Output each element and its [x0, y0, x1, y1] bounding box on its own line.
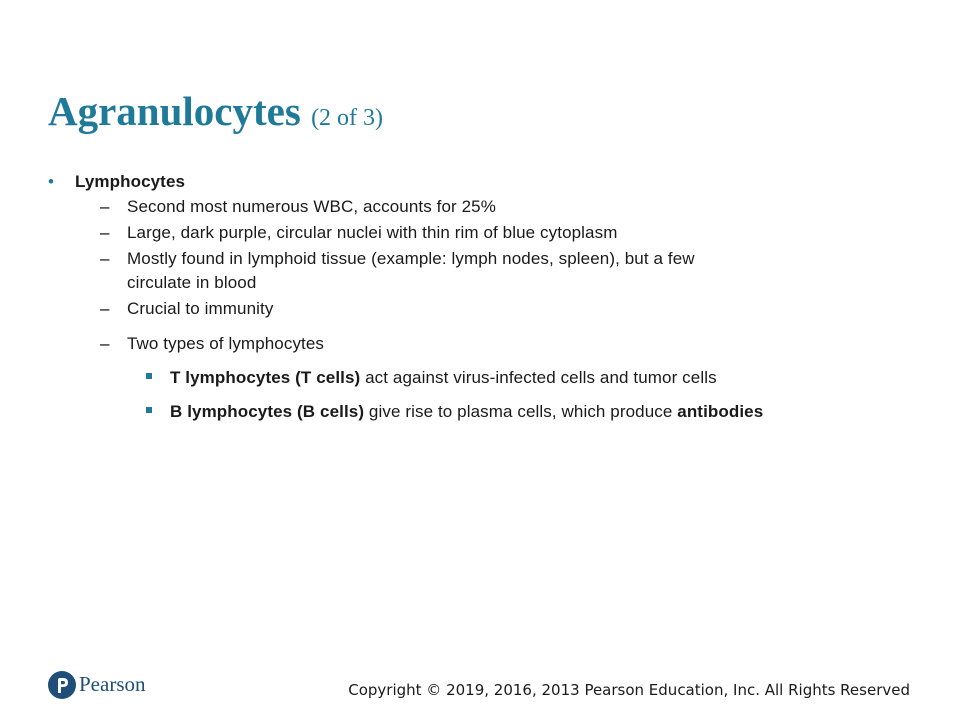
type-description: act against virus-infected cells and tumor cells	[360, 368, 717, 387]
type-item-b-cells	[170, 401, 763, 423]
heading-lymphocytes: Lymphocytes	[75, 172, 186, 191]
type-name: T lymphocytes (T cells)	[170, 368, 361, 387]
type-keyword: antibodies	[677, 402, 764, 421]
list-item: Crucial to immunity	[127, 299, 274, 318]
pearson-logo-icon	[48, 671, 76, 699]
list-item-continuation: circulate in blood	[127, 273, 257, 292]
dash-icon: –	[100, 299, 110, 318]
dash-icon: –	[100, 197, 110, 216]
slide-title	[48, 86, 383, 143]
list-item: Two types of lymphocytes	[127, 334, 325, 353]
dash-icon: –	[100, 249, 110, 268]
type-item-t-cells	[170, 367, 717, 389]
square-bullet-icon	[146, 373, 152, 379]
dash-icon: –	[100, 223, 110, 242]
copyright-notice: Copyright © 2019, 2016, 2013 Pearson Education, Inc. All Rights Reserved	[348, 681, 910, 699]
type-description: give rise to plasma cells, which produce	[364, 402, 678, 421]
pearson-logo-text: Pearson	[79, 672, 146, 696]
list-item: Large, dark purple, circular nuclei with thin rim of blue cytoplasm	[127, 223, 618, 242]
list-item: Second most numerous WBC, accounts for 25%	[127, 197, 496, 216]
list-item: Mostly found in lymphoid tissue (example: lymph nodes, spleen), but a few	[127, 249, 695, 268]
dash-icon: –	[100, 334, 110, 353]
type-name: B lymphocytes (B cells)	[170, 402, 365, 421]
title-main: Agranulocytes	[48, 88, 301, 134]
square-bullet-icon	[146, 407, 152, 413]
bullet-icon: •	[48, 172, 54, 191]
title-suffix: (2 of 3)	[311, 105, 384, 131]
